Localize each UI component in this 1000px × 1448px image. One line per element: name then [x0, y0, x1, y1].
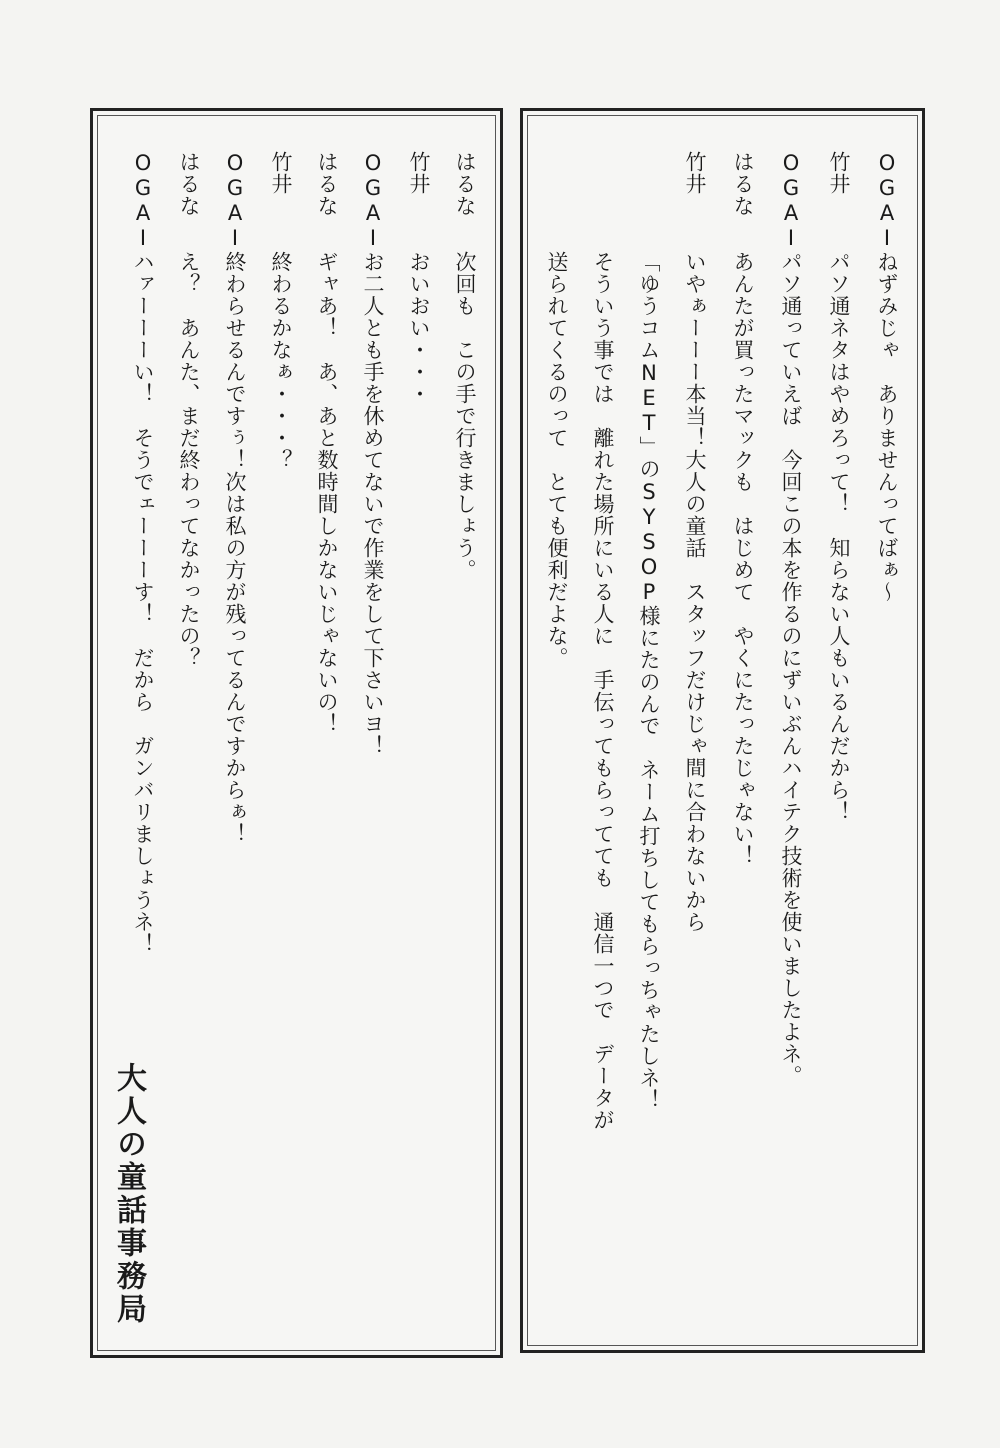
line-text: おいおい・・・: [407, 251, 431, 405]
speaker-name: はるな: [315, 151, 339, 217]
dialogue-line: [450, 151, 480, 581]
dialogue-line: [358, 151, 388, 757]
dialogue-line: [728, 151, 758, 867]
line-text: いやぁーーー本当！大人の童話 スタッフだけじゃ間に合わないから: [683, 251, 707, 933]
line-text: 次回も この手で行きましょう。: [453, 251, 477, 581]
dialogue-line: [634, 151, 664, 1111]
dialogue-line: [220, 151, 250, 845]
line-text: ギャあ！ あ、あと数時間しかないじゃないの！: [315, 251, 339, 735]
line-text: ハァーーーい！ そうでェーーーす！ だから ガンバリましょうネ！: [131, 251, 155, 955]
line-text: あんたが買ったマックも はじめて やくにたったじゃない！: [731, 251, 755, 867]
speaker-name: 竹井: [407, 151, 431, 195]
line-text: ねずみじゃ ありませんってばぁ～: [875, 251, 899, 603]
speaker-name: 竹井: [269, 151, 293, 195]
dialogue-line: [174, 151, 204, 669]
speaker-name: はるな: [731, 151, 755, 217]
dialogue-line: [128, 151, 158, 955]
dialogue-line: [266, 151, 296, 471]
dialogue-line: [542, 151, 572, 669]
dialogue-line: [776, 151, 806, 1087]
speaker-name: OGAI: [875, 151, 899, 251]
dialogue-line: [404, 151, 434, 405]
dialogue-line: [824, 151, 854, 823]
speaker-name: OGAI: [131, 151, 155, 251]
speaker-name: OGAI: [223, 151, 247, 251]
speaker-name: OGAI: [361, 151, 385, 251]
speaker-name: OGAI: [779, 151, 803, 251]
dialogue-line: [588, 151, 618, 1131]
line-text: パソ通っていえば 今回この本を作るのにずいぶんハイテク技術を使いましたよネ。: [779, 251, 803, 1087]
line-text: 終わらせるんですぅ！次は私の方が残ってるんですからぁ！: [223, 251, 247, 845]
dialogue-line: [680, 151, 710, 933]
line-text: そういう事では 離れた場所にいる人に 手伝ってもらってても 通信一つで データが: [591, 251, 615, 1131]
speaker-name: はるな: [177, 151, 201, 217]
speaker-name: 竹井: [683, 151, 707, 195]
footer-signature: 大人の童話事務局: [111, 1062, 146, 1326]
right-dialogue-panel: [520, 108, 925, 1353]
dialogue-line: [312, 151, 342, 735]
line-text: 「ゆうコムNET」のSYSOP様にたのんで ネーム打ちしてもらっちゃたしネ！: [637, 251, 661, 1111]
line-text: え？ あんた、まだ終わってなかったの？: [177, 251, 201, 669]
left-dialogue-panel: [90, 108, 503, 1358]
line-text: パソ通ネタはやめろって！ 知らない人もいるんだから！: [827, 251, 851, 823]
speaker-name: はるな: [453, 151, 477, 217]
line-text: お二人とも手を休めてないで作業をして下さいヨ！: [361, 251, 385, 757]
speaker-name: 竹井: [827, 151, 851, 195]
dialogue-line: [872, 151, 902, 603]
line-text: 終わるかなぁ・・・？: [269, 251, 293, 471]
line-text: 送られてくるのって とても便利だよな。: [545, 251, 569, 669]
